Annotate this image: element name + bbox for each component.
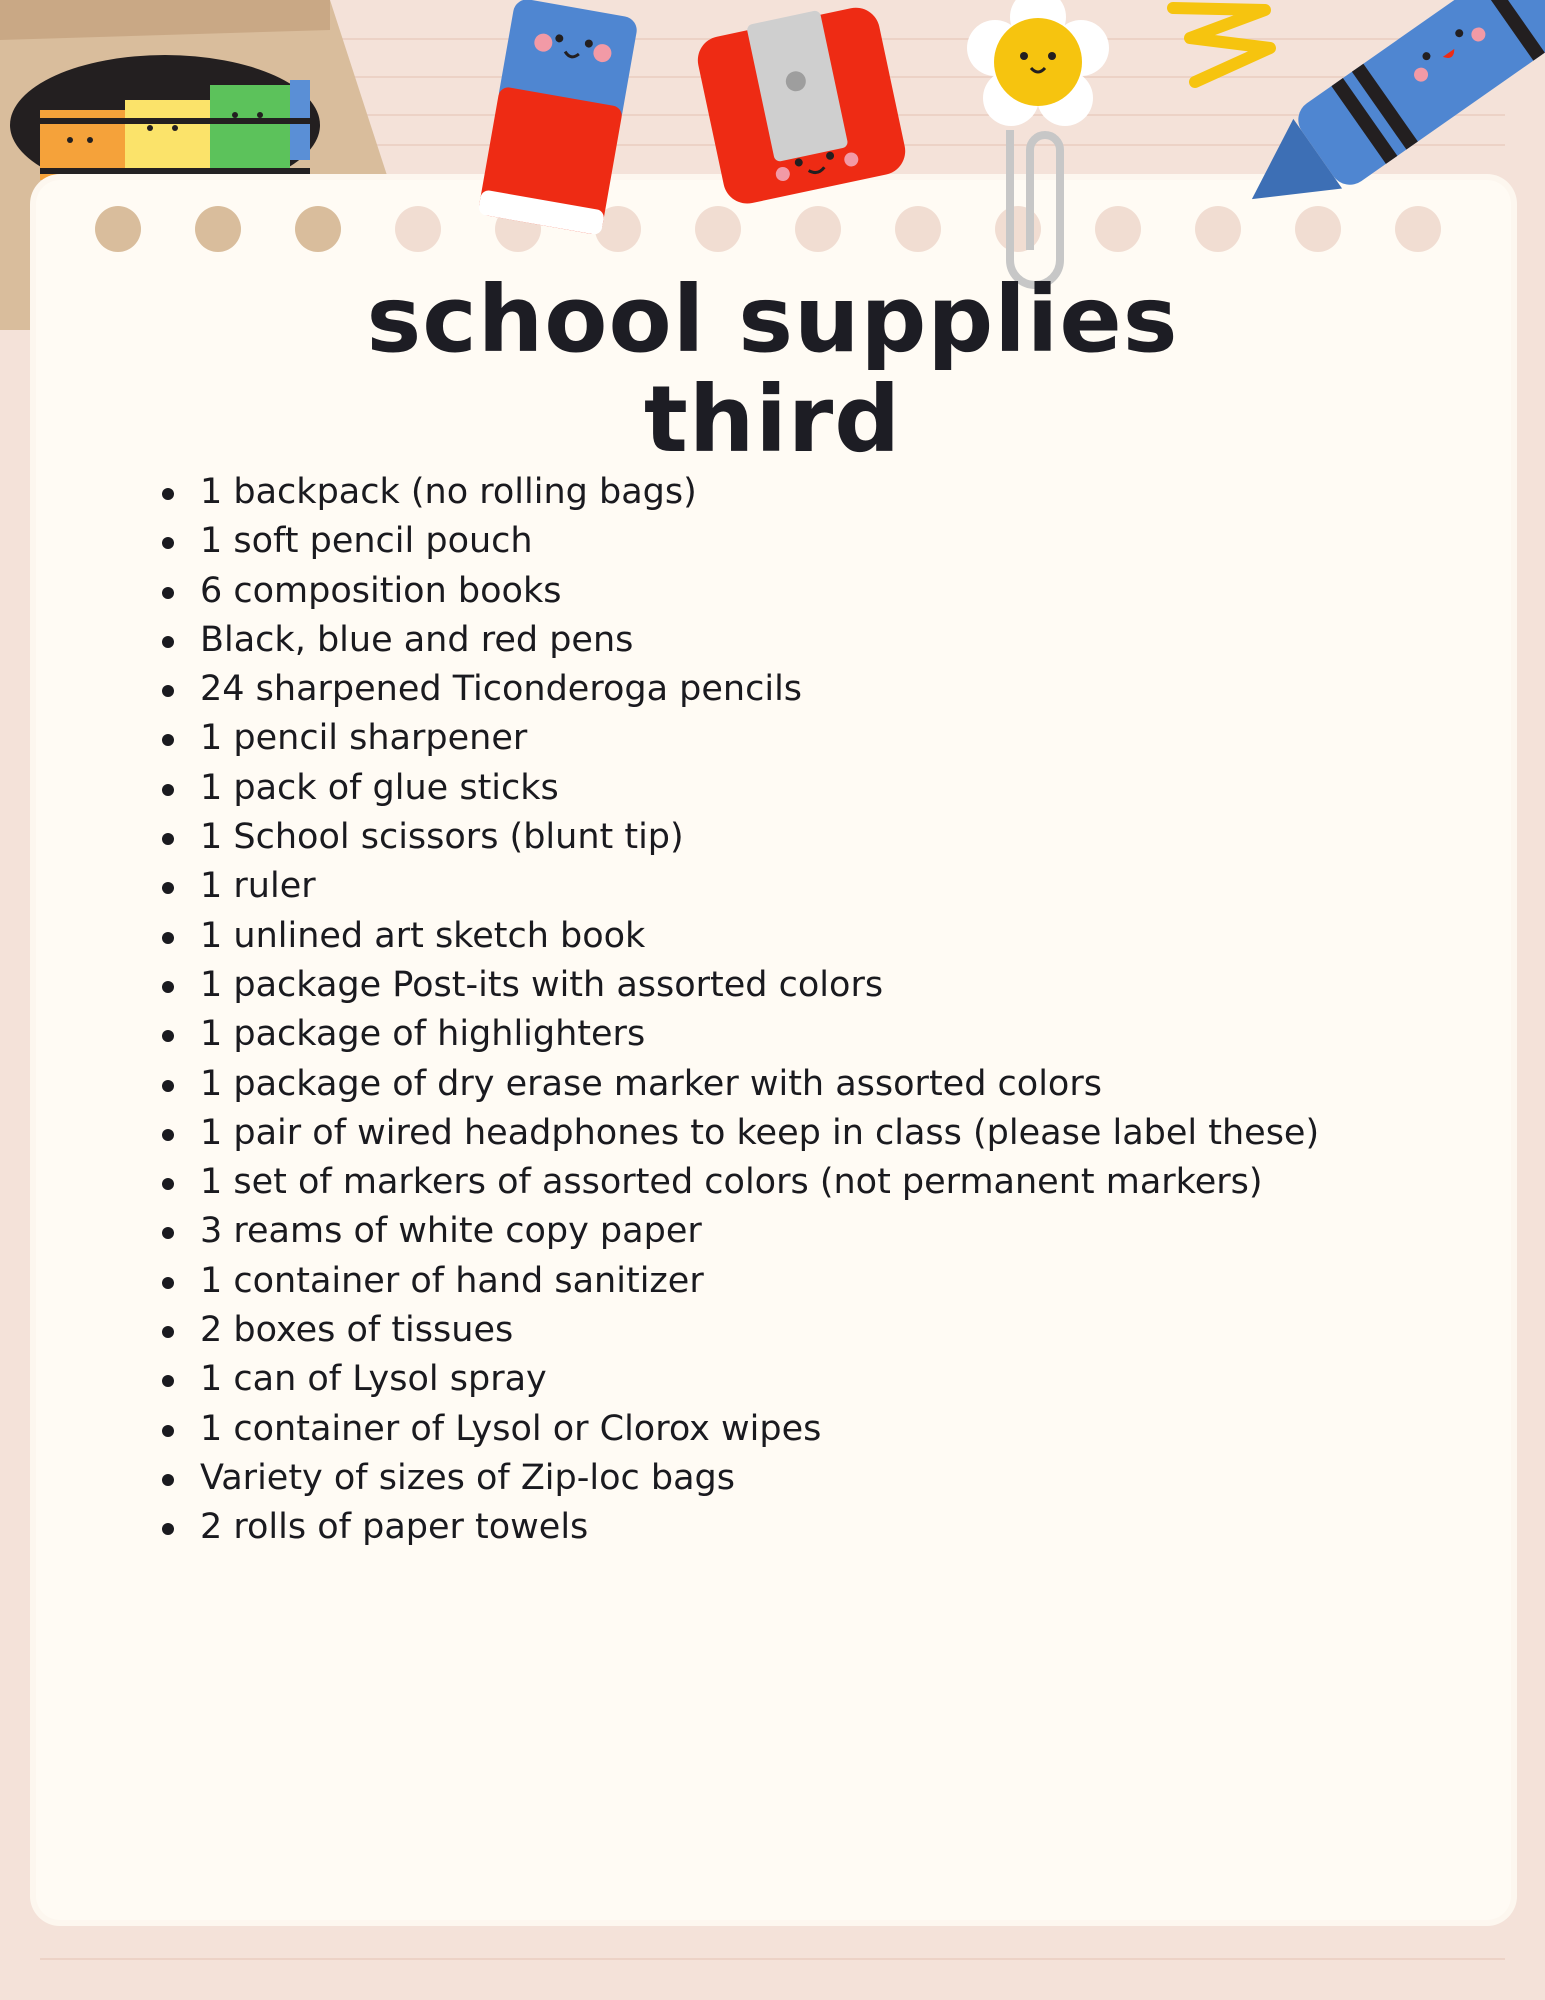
- binder-hole: [1395, 206, 1441, 252]
- list-item: 1 pack of glue sticks: [160, 764, 1319, 813]
- list-item: 1 package Post-its with assorted colors: [160, 961, 1319, 1010]
- binder-hole: [1195, 206, 1241, 252]
- title-line-2: third: [643, 366, 902, 473]
- list-item: 2 rolls of paper towels: [160, 1503, 1319, 1552]
- sharpener-icon: [690, 0, 920, 230]
- ruled-line: [40, 1958, 1505, 1960]
- list-item: 1 set of markers of assorted colors (not permanent markers): [160, 1158, 1319, 1207]
- list-item: Black, blue and red pens: [160, 616, 1319, 665]
- binder-hole: [395, 206, 441, 252]
- binder-hole: [295, 206, 341, 252]
- list-item: 1 soft pencil pouch: [160, 517, 1319, 566]
- list-item: 1 unlined art sketch book: [160, 912, 1319, 961]
- list-item: 24 sharpened Ticonderoga pencils: [160, 665, 1319, 714]
- binder-hole: [1295, 206, 1341, 252]
- list-item: 1 container of hand sanitizer: [160, 1257, 1319, 1306]
- list-item: 1 ruler: [160, 862, 1319, 911]
- list-item: 1 pencil sharpener: [160, 714, 1319, 763]
- list-item: 1 can of Lysol spray: [160, 1355, 1319, 1404]
- list-item: 1 pair of wired headphones to keep in class (please label these): [160, 1109, 1319, 1158]
- list-item: 1 backpack (no rolling bags): [160, 468, 1319, 517]
- list-item: 1 package of highlighters: [160, 1010, 1319, 1059]
- list-item: 2 boxes of tissues: [160, 1306, 1319, 1355]
- supply-list: [160, 468, 1319, 1553]
- flower-paperclip-icon: [950, 0, 1130, 310]
- title-line-1: school supplies: [366, 266, 1179, 373]
- crayon-icon: [1240, 0, 1545, 200]
- binder-hole: [95, 206, 141, 252]
- binder-hole: [195, 206, 241, 252]
- list-item: 1 package of dry erase marker with assorted colors: [160, 1060, 1319, 1109]
- list-item: 3 reams of white copy paper: [160, 1207, 1319, 1256]
- list-item: Variety of sizes of Zip-loc bags: [160, 1454, 1319, 1503]
- page-title: [0, 266, 1545, 473]
- list-item: 6 composition books: [160, 567, 1319, 616]
- list-item: 1 container of Lysol or Clorox wipes: [160, 1405, 1319, 1454]
- list-item: 1 School scissors (blunt tip): [160, 813, 1319, 862]
- eraser-icon: [450, 0, 650, 250]
